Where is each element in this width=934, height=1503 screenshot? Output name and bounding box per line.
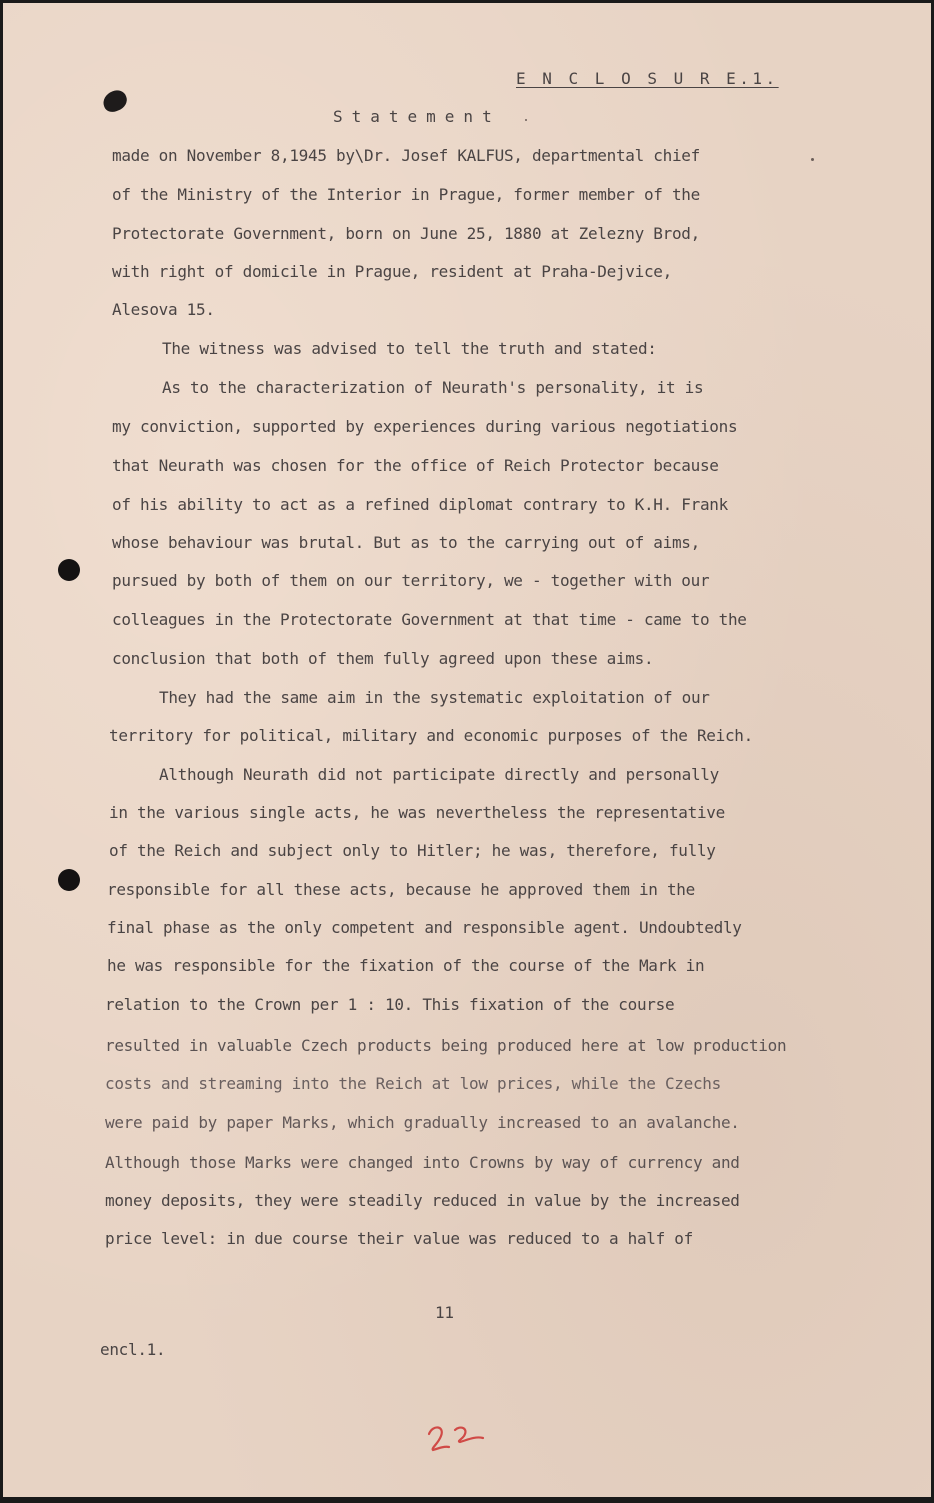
body-line: of the Ministry of the Interior in Prague, former member of the <box>112 185 700 204</box>
body-line: Although those Marks were changed into Crowns by way of currency and <box>105 1153 740 1172</box>
body-line: of his ability to act as a refined diplomat contrary to K.H. Frank <box>112 495 728 514</box>
body-line: Alesova 15. <box>112 300 215 319</box>
speck-icon <box>811 158 814 161</box>
page-number: 11 <box>435 1303 454 1322</box>
body-line: made on November 8,1945 by\Dr. Josef KALFUS, departmental chief <box>112 146 700 165</box>
body-line: territory for political, military and economic purposes of the Reich. <box>109 726 753 745</box>
body-line: he was responsible for the fixation of the course of the Mark in <box>107 956 705 975</box>
enclosure-note: encl.1. <box>100 1340 166 1359</box>
body-line: with right of domicile in Prague, resident at Praha-Dejvice, <box>112 262 672 281</box>
body-line: colleagues in the Protectorate Government at that time - came to the <box>112 610 747 629</box>
body-line: my conviction, supported by experiences during various negotiations <box>112 417 738 436</box>
body-line: price level: in due course their value was reduced to a half of <box>105 1229 693 1248</box>
body-line: whose behaviour was brutal. But as to the carrying out of aims, <box>112 533 700 552</box>
body-line: They had the same aim in the systematic exploitation of our <box>159 688 710 707</box>
body-line: that Neurath was chosen for the office of Reich Protector because <box>112 456 719 475</box>
body-line: As to the characterization of Neurath's personality, it is <box>162 378 704 397</box>
ink-blot-icon <box>100 87 129 114</box>
document-page <box>3 3 931 1497</box>
speck-icon <box>525 119 527 121</box>
body-line: pursued by both of them on our territory, we - together with our <box>112 571 710 590</box>
punch-hole-bottom-icon <box>58 869 80 891</box>
body-line: final phase as the only competent and responsible agent. Undoubtedly <box>107 918 742 937</box>
body-line: in the various single acts, he was nevertheless the representative <box>109 803 725 822</box>
body-line: of the Reich and subject only to Hitler; he was, therefore, fully <box>109 841 716 860</box>
body-line: Although Neurath did not participate directly and personally <box>159 765 719 784</box>
body-line: Protectorate Government, born on June 25, 1880 at Zelezny Brod, <box>112 224 700 243</box>
punch-hole-top-icon <box>58 559 80 581</box>
enclosure-heading: E N C L O S U R E.1. <box>516 69 779 88</box>
body-line: relation to the Crown per 1 : 10. This fixation of the course <box>105 995 675 1014</box>
handwritten-page-mark-icon <box>423 1418 493 1458</box>
body-line: The witness was advised to tell the truth and stated: <box>162 339 657 358</box>
body-line: conclusion that both of them fully agreed upon these aims. <box>112 649 654 668</box>
body-line: were paid by paper Marks, which gradually increased to an avalanche. <box>105 1113 740 1132</box>
body-line: costs and streaming into the Reich at low prices, while the Czechs <box>105 1074 721 1093</box>
body-line: money deposits, they were steadily reduced in value by the increased <box>105 1191 740 1210</box>
statement-title: Statement <box>333 107 501 126</box>
body-line: resulted in valuable Czech products being produced here at low production <box>105 1036 787 1055</box>
body-line: responsible for all these acts, because he approved them in the <box>107 880 695 899</box>
